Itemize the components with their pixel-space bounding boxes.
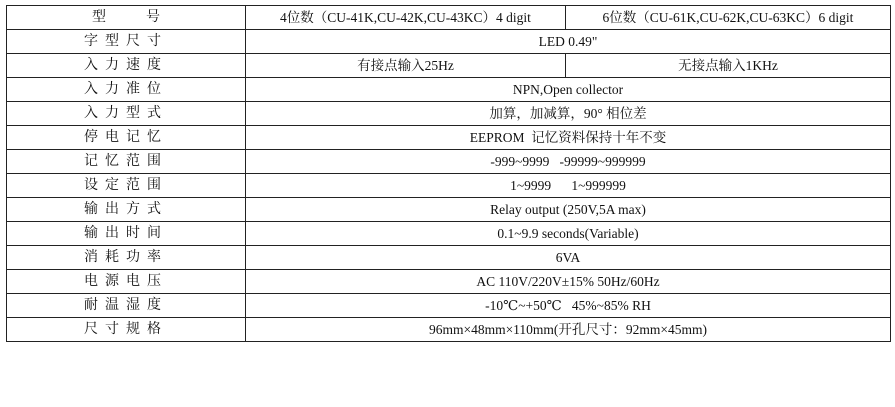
row-value: NPN,Open collector	[246, 78, 891, 102]
row-label: 耐温湿度	[7, 294, 246, 318]
row-label: 设定范围	[7, 174, 246, 198]
table-row	[7, 150, 891, 174]
spec-table	[6, 5, 891, 342]
row-value: 加算，加减算，90° 相位差	[246, 102, 891, 126]
table-row	[7, 270, 891, 294]
model-label-char-2: 号	[146, 9, 160, 25]
header-6digit: 6位数（CU-61K,CU-62K,CU-63KC）6 digit	[566, 6, 891, 30]
row-label: 消耗功率	[7, 246, 246, 270]
row-value: Relay output (250V,5A max)	[246, 198, 891, 222]
table-row	[7, 294, 891, 318]
model-label	[7, 6, 246, 30]
table-row	[7, 30, 891, 54]
table-row	[7, 54, 891, 78]
row-value: AC 110V/220V±15% 50Hz/60Hz	[246, 270, 891, 294]
table-row	[7, 246, 891, 270]
row-label: 入力准位	[7, 78, 246, 102]
row-label: 尺寸规格	[7, 318, 246, 342]
table-row	[7, 126, 891, 150]
row-label: 输出方式	[7, 198, 246, 222]
row-label: 入力速度	[7, 54, 246, 78]
row-label: 字型尺寸	[7, 30, 246, 54]
model-label-char-1: 型	[92, 9, 106, 25]
row-value: -999~9999 -99999~999999	[246, 150, 891, 174]
row-value: EEPROM 记忆资料保持十年不变	[246, 126, 891, 150]
table-row	[7, 222, 891, 246]
table-header-row	[7, 6, 891, 30]
row-value: LED 0.49"	[246, 30, 891, 54]
row-value-4digit: 有接点输入25Hz	[246, 54, 566, 78]
header-4digit: 4位数（CU-41K,CU-42K,CU-43KC）4 digit	[246, 6, 566, 30]
row-label: 电源电压	[7, 270, 246, 294]
table-row	[7, 102, 891, 126]
row-value: 6VA	[246, 246, 891, 270]
row-value: 0.1~9.9 seconds(Variable)	[246, 222, 891, 246]
table-row	[7, 174, 891, 198]
table-row	[7, 78, 891, 102]
table-row	[7, 318, 891, 342]
row-label: 入力型式	[7, 102, 246, 126]
row-label: 输出时间	[7, 222, 246, 246]
table-row	[7, 198, 891, 222]
row-value-6digit: 无接点输入1KHz	[566, 54, 891, 78]
row-value: 96mm×48mm×110mm(开孔尺寸：92mm×45mm)	[246, 318, 891, 342]
row-label: 停电记忆	[7, 126, 246, 150]
row-label: 记忆范围	[7, 150, 246, 174]
row-value: 1~9999 1~999999	[246, 174, 891, 198]
row-value: -10℃~+50℃ 45%~85% RH	[246, 294, 891, 318]
